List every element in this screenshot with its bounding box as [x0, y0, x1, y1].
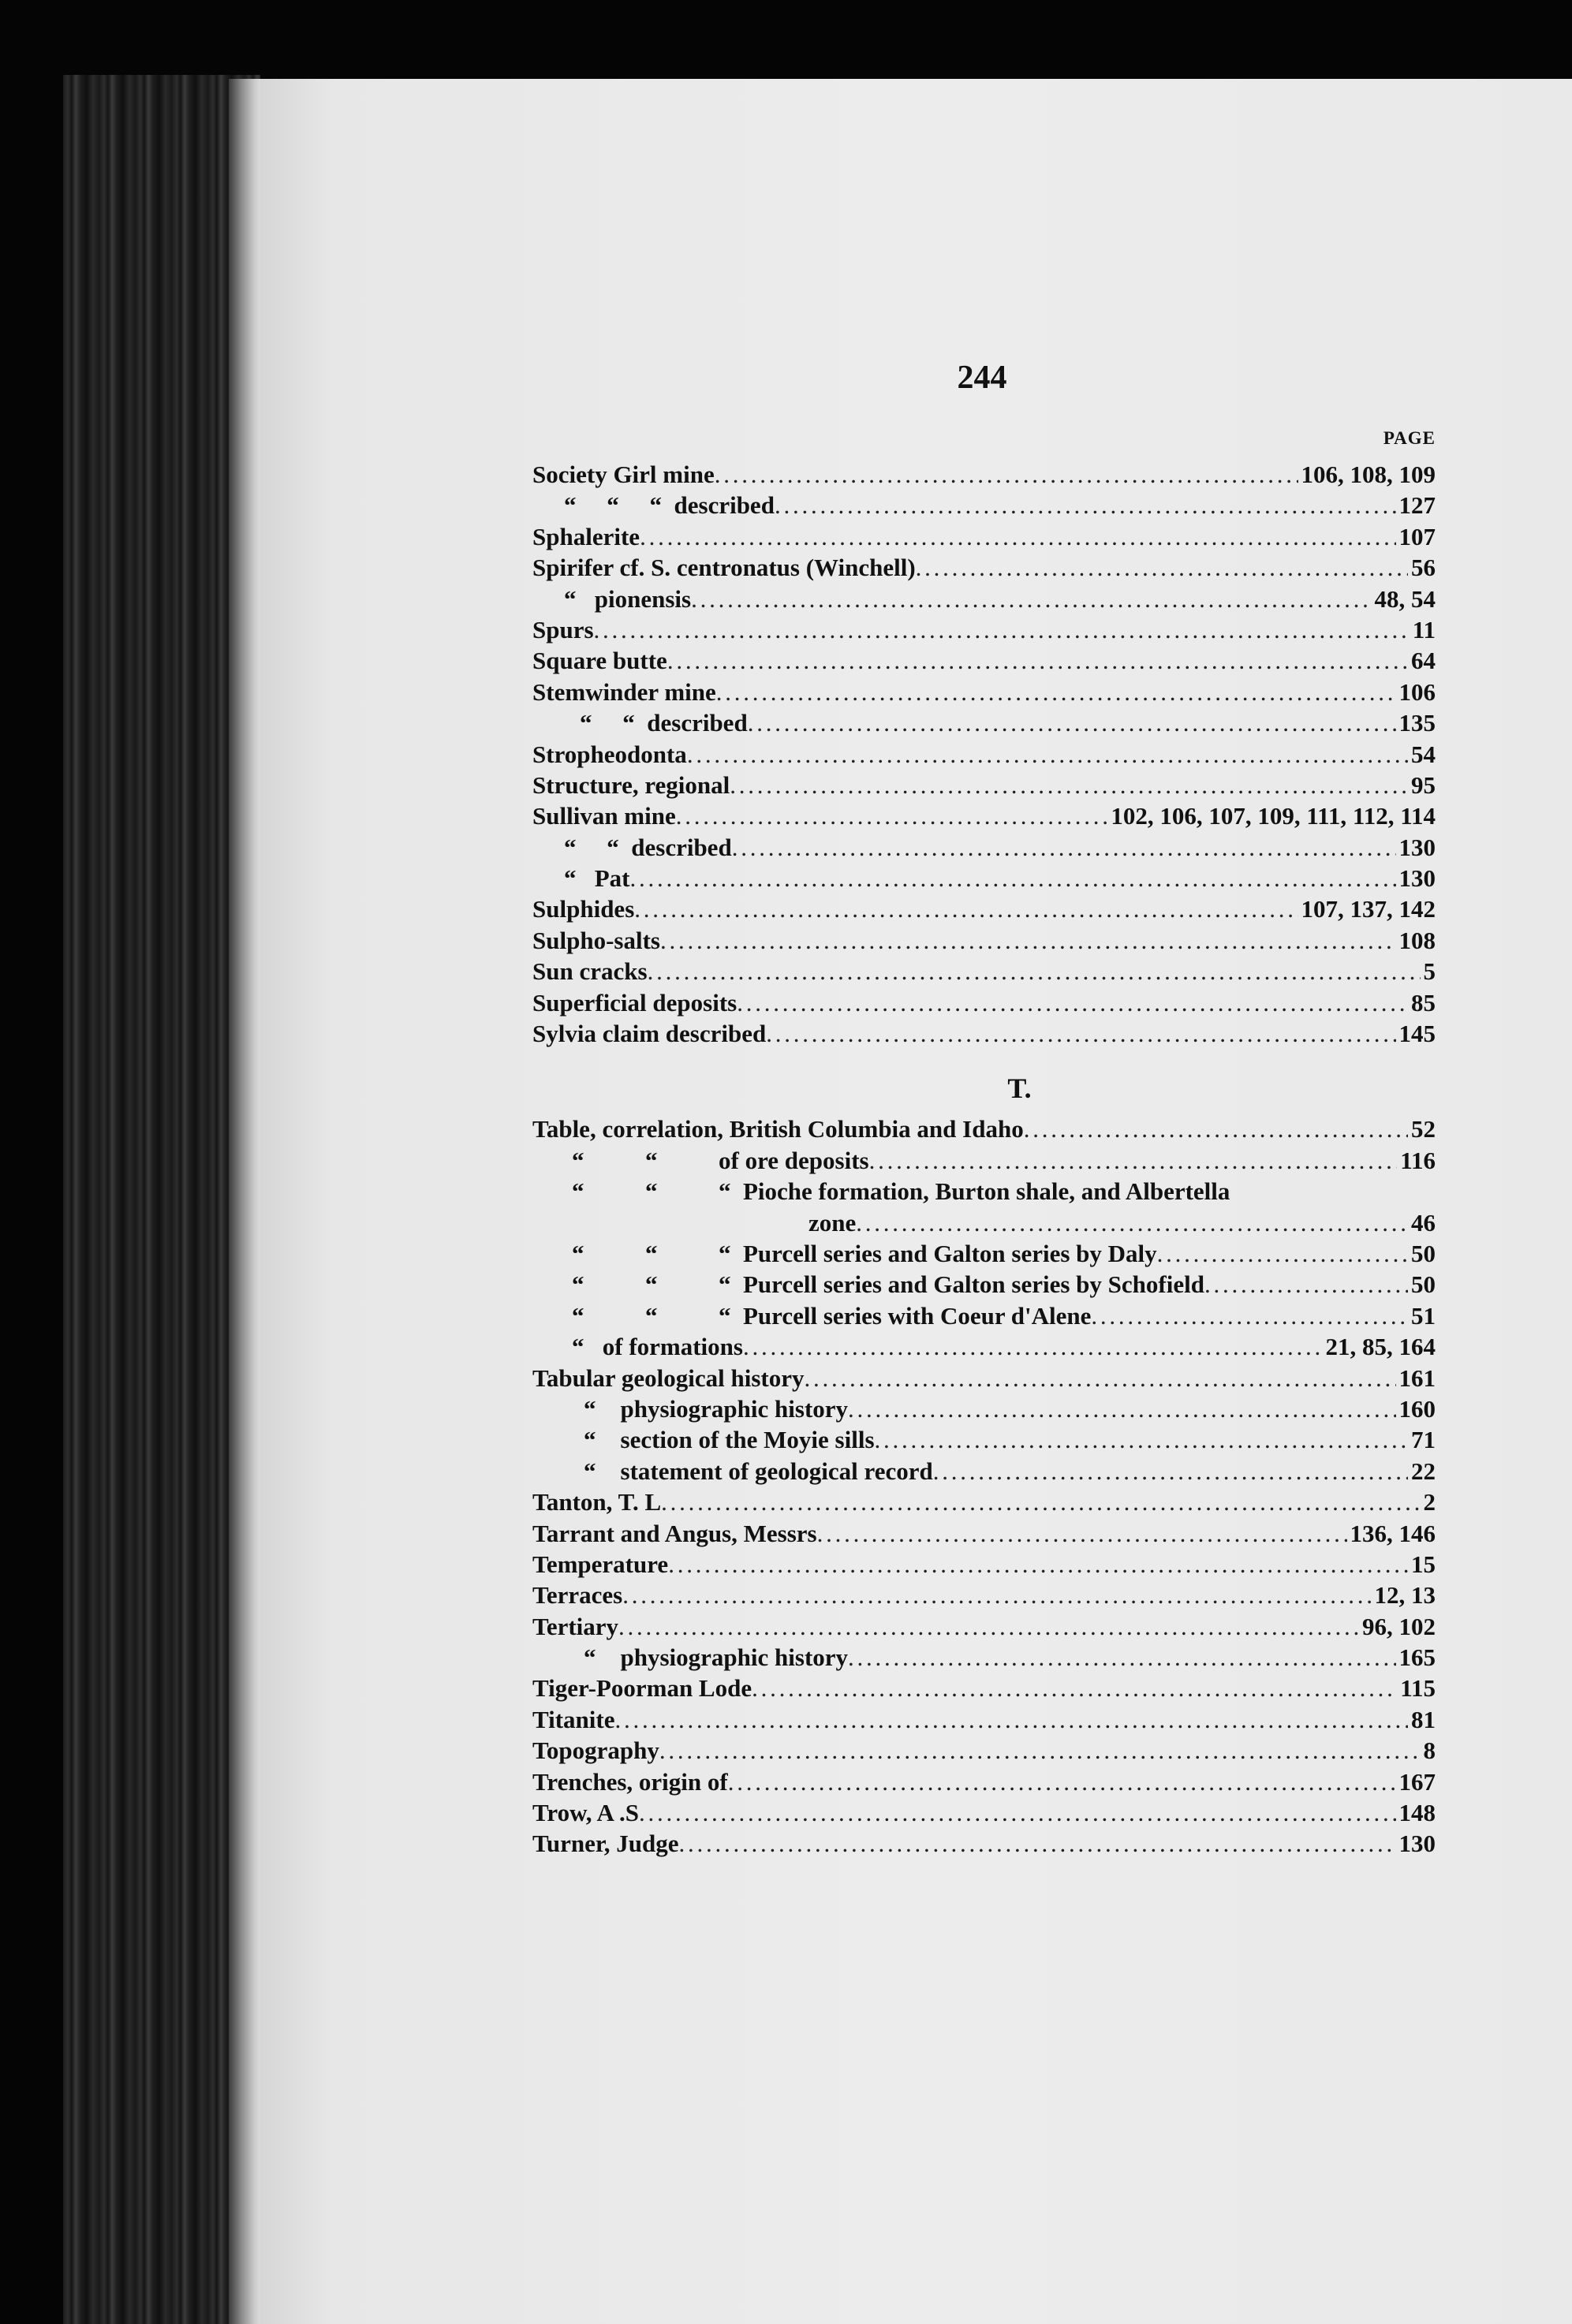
index-entry: [532, 1269, 1436, 1300]
index-entry: [532, 739, 1436, 770]
index-entry-label: Sphalerite: [532, 522, 640, 550]
index-entry-label: Tiger-Poorman Lode: [532, 1674, 752, 1703]
dot-leader: [730, 770, 1408, 800]
dot-leader: [661, 1487, 1420, 1517]
index-entry-pages: 107, 137, 142: [1301, 895, 1436, 923]
dot-leader: [856, 1207, 1408, 1238]
index-entry-label: Tarrant and Angus, Messrs: [532, 1519, 817, 1547]
index-entry-pages: 8: [1423, 1736, 1436, 1765]
index-entry-pages: 56: [1411, 554, 1436, 582]
index-entry: [532, 956, 1436, 987]
dot-leader: [634, 893, 1298, 924]
index-entry: [532, 893, 1436, 924]
index-entry-pages: 165: [1398, 1643, 1436, 1672]
index-entry-label: Purcell series and Galton series by Schofield: [743, 1270, 1204, 1299]
index-entry-label: Purcell series with Coeur d'Alene: [743, 1301, 1092, 1330]
dot-leader: [622, 1580, 1371, 1610]
dot-leader: [875, 1424, 1408, 1455]
index-entry: [532, 584, 1436, 614]
index-entry-label: Terraces: [532, 1581, 623, 1610]
dot-leader: [728, 1766, 1396, 1797]
index-entry: [532, 863, 1436, 893]
index-entry-pages: 64: [1411, 647, 1436, 675]
index-entry: [532, 552, 1436, 583]
index-entry: [532, 1518, 1436, 1549]
index-entry-label: of formations: [602, 1333, 743, 1361]
dot-leader: [639, 1797, 1396, 1828]
index-entry-label: Table, correlation, British Columbia and Idaho: [532, 1115, 1024, 1143]
index-entry: [532, 614, 1436, 645]
index-entry-pages: 51: [1411, 1301, 1436, 1330]
ditto-marks: “: [584, 1394, 621, 1423]
index-entry: [532, 1393, 1436, 1424]
ditto-marks: “: [584, 1643, 621, 1672]
dot-leader: [679, 1828, 1396, 1859]
index-entry-pages: 71: [1411, 1426, 1436, 1454]
index-entry: [532, 1487, 1436, 1517]
index-entry-label: Structure, regional: [532, 770, 730, 799]
index-entry-label: Purcell series and Galton series by Daly: [743, 1239, 1157, 1267]
index-entry-label: Sulphides: [532, 895, 635, 923]
index-entry-pages: 145: [1398, 1020, 1436, 1048]
index-entry-pages: 130: [1398, 864, 1436, 893]
index-entry: [532, 1797, 1436, 1828]
index-entry-label: physiographic history: [620, 1643, 849, 1672]
index-entry: [532, 1766, 1436, 1797]
index-entry: [532, 1642, 1436, 1673]
index-group-t: [532, 1114, 1436, 1859]
index-entry-pages: 11: [1412, 615, 1436, 643]
dot-leader: [1091, 1300, 1408, 1331]
index-entry-pages: 95: [1411, 770, 1436, 799]
index-entry-pages: 127: [1398, 491, 1436, 520]
index-entry-pages: 48, 54: [1374, 584, 1436, 613]
index-entry-label: Sullivan mine: [532, 802, 676, 830]
page-gutter-shadow: [229, 79, 260, 2324]
dot-leader: [933, 1456, 1408, 1487]
ditto-marks: “: [584, 1457, 621, 1485]
index-entry-label: Square butte: [532, 647, 667, 675]
dot-leader: [848, 1642, 1395, 1673]
ditto-marks: “ “ “: [572, 1239, 743, 1267]
dot-leader: [916, 552, 1408, 583]
index-entry-label: Trow, A .S: [532, 1799, 639, 1827]
page-number: 244: [957, 360, 1007, 396]
index-entry-pages: 15: [1411, 1550, 1436, 1578]
index-entry: [532, 1673, 1436, 1703]
index-entry-label: Society Girl mine: [532, 461, 715, 488]
index-entry-label: Tabular geological history: [532, 1363, 805, 1392]
index-entry: [532, 1363, 1436, 1393]
ditto-marks: “: [564, 864, 595, 893]
index-entry: [532, 1145, 1436, 1176]
ditto-marks: “: [572, 1333, 603, 1361]
index-entry: [532, 1611, 1436, 1642]
index-entry-label: Sun cracks: [532, 957, 648, 986]
index-entry-pages: 108: [1398, 926, 1436, 954]
index-entry: [532, 800, 1436, 831]
dot-leader: [748, 707, 1396, 738]
index-entry-pages: 12, 13: [1374, 1581, 1436, 1610]
index-entry-label: described: [647, 709, 748, 737]
index-entry: [532, 987, 1436, 1018]
index-entry: [532, 1331, 1436, 1362]
index-entry-label: Pat: [594, 864, 630, 893]
index-entry-pages: 85: [1411, 988, 1436, 1017]
index-list: [532, 459, 1436, 1860]
dot-leader: [640, 521, 1395, 552]
ditto-marks: “ “ “: [572, 1270, 743, 1299]
index-entry-label: Tertiary: [532, 1612, 619, 1640]
index-entry-pages: 136, 146: [1350, 1519, 1436, 1547]
index-entry-pages: 81: [1411, 1705, 1436, 1733]
dot-leader: [817, 1518, 1347, 1549]
index-entry: [532, 832, 1436, 863]
index-entry: [532, 707, 1436, 738]
index-entry-label: Spirifer cf. S. centronatus (Winchell): [532, 554, 916, 582]
index-entry-pages: 106, 108, 109: [1301, 461, 1436, 488]
index-entry: [532, 1549, 1436, 1580]
index-entry: [532, 1424, 1436, 1455]
dot-leader: [715, 459, 1298, 490]
dot-leader: [766, 1018, 1395, 1049]
index-entry: [532, 1828, 1436, 1859]
dot-leader: [1204, 1269, 1408, 1300]
index-entry: [532, 1207, 1436, 1238]
index-entry: [532, 1176, 1436, 1207]
index-entry: [532, 645, 1436, 676]
dot-leader: [716, 677, 1396, 707]
index-entry-pages: 52: [1411, 1115, 1436, 1143]
ditto-marks: “ “ “: [564, 491, 674, 520]
index-entry-pages: 130: [1398, 833, 1436, 861]
index-entry-pages: 107: [1398, 522, 1436, 550]
index-entry-pages: 135: [1398, 709, 1436, 737]
index-entry: [532, 1735, 1436, 1766]
dot-leader: [687, 739, 1408, 770]
dot-leader: [615, 1704, 1409, 1735]
index-entry-pages: 130: [1398, 1830, 1436, 1858]
index-entry-pages: 160: [1398, 1394, 1436, 1423]
index-entry-label: described: [674, 491, 775, 520]
ditto-marks: “: [564, 584, 595, 613]
dot-leader: [732, 832, 1396, 863]
index-entry-pages: 106: [1398, 677, 1436, 706]
index-entry-pages: 50: [1411, 1239, 1436, 1267]
index-entry-label: Tanton, T. L: [532, 1488, 662, 1516]
index-entry-pages: 22: [1411, 1457, 1436, 1485]
index-entry: [532, 1456, 1436, 1487]
page-column-heading: PAGE: [1383, 428, 1436, 448]
index-entry-label: Sulpho-salts: [532, 926, 660, 954]
ditto-marks: “ “: [572, 1146, 719, 1174]
index-entry: [532, 677, 1436, 707]
index-entry: [532, 459, 1436, 490]
dot-leader: [660, 925, 1396, 956]
index-entry-label: Trenches, origin of: [532, 1767, 728, 1796]
index-entry-label: Spurs: [532, 615, 594, 643]
index-entry-pages: 5: [1423, 957, 1436, 986]
ditto-marks: “: [584, 1426, 621, 1454]
index-entry-pages: 50: [1411, 1270, 1436, 1299]
index-entry: [532, 1018, 1436, 1049]
index-entry-label: physiographic history: [620, 1394, 849, 1423]
index-entry-pages: 54: [1411, 740, 1436, 768]
index-entry-label: Turner, Judge: [532, 1830, 679, 1858]
index-entry: [532, 1238, 1436, 1269]
index-entry-pages: 21, 85, 164: [1325, 1333, 1436, 1361]
dot-leader: [668, 1549, 1408, 1580]
dot-leader: [848, 1393, 1395, 1424]
dot-leader: [618, 1611, 1359, 1642]
dot-leader: [743, 1331, 1323, 1362]
index-entry: [532, 1300, 1436, 1331]
index-entry-pages: 102, 106, 107, 109, 111, 112, 114: [1111, 802, 1436, 830]
dot-leader: [869, 1145, 1398, 1176]
index-entry-label: pionensis: [594, 584, 692, 613]
index-entry-label: Topography: [532, 1736, 659, 1765]
dot-leader: [1024, 1114, 1408, 1144]
index-entry: [532, 1580, 1436, 1610]
index-entry-label: statement of geological record: [620, 1457, 933, 1485]
index-entry-pages: 161: [1398, 1363, 1436, 1392]
index-entry-label: Stemwinder mine: [532, 677, 716, 706]
index-entry-label: Sylvia claim described: [532, 1020, 767, 1048]
dot-leader: [676, 800, 1108, 831]
index-entry-label: Temperature: [532, 1550, 669, 1578]
index-entry-pages: 116: [1400, 1146, 1436, 1174]
index-entry-label: Pioche formation, Burton shale, and Albertella: [743, 1177, 1230, 1206]
index-entry-label: Superficial deposits: [532, 988, 737, 1017]
dot-leader: [752, 1673, 1397, 1703]
ditto-marks: “ “: [564, 833, 632, 861]
index-entry: [532, 490, 1436, 520]
ditto-marks: “ “: [580, 709, 648, 737]
section-letter: T.: [1007, 1072, 1032, 1105]
index-entry-label: zone: [808, 1208, 857, 1237]
dot-leader: [630, 863, 1396, 893]
index-entry-pages: 96, 102: [1362, 1612, 1436, 1640]
dot-leader: [648, 956, 1421, 987]
index-entry-label: Stropheodonta: [532, 740, 687, 768]
dot-leader: [594, 614, 1410, 645]
dot-leader: [667, 645, 1408, 676]
index-entry-pages: 46: [1411, 1208, 1436, 1237]
index-entry-label: described: [631, 833, 732, 861]
index-group-s: [532, 459, 1436, 1049]
index-entry-label: of ore deposits: [719, 1146, 869, 1174]
dot-leader: [775, 490, 1396, 520]
dot-leader: [691, 584, 1371, 614]
dot-leader: [737, 987, 1408, 1018]
index-entry-pages: 2: [1423, 1488, 1436, 1516]
ditto-marks: “ “ “: [572, 1177, 743, 1206]
index-entry-pages: 167: [1398, 1767, 1436, 1796]
index-entry-label: section of the Moyie sills: [620, 1426, 875, 1454]
index-entry-pages: 115: [1400, 1674, 1436, 1703]
index-entry: [532, 1704, 1436, 1735]
index-entry-label: Titanite: [532, 1705, 615, 1733]
ditto-marks: “ “ “: [572, 1301, 743, 1330]
dot-leader: [804, 1363, 1395, 1393]
index-entry: [532, 1114, 1436, 1144]
index-entry: [532, 521, 1436, 552]
dot-leader: [1157, 1238, 1408, 1269]
index-entry: [532, 925, 1436, 956]
dot-leader: [659, 1735, 1421, 1766]
index-entry-pages: 148: [1398, 1799, 1436, 1827]
index-entry: [532, 770, 1436, 800]
